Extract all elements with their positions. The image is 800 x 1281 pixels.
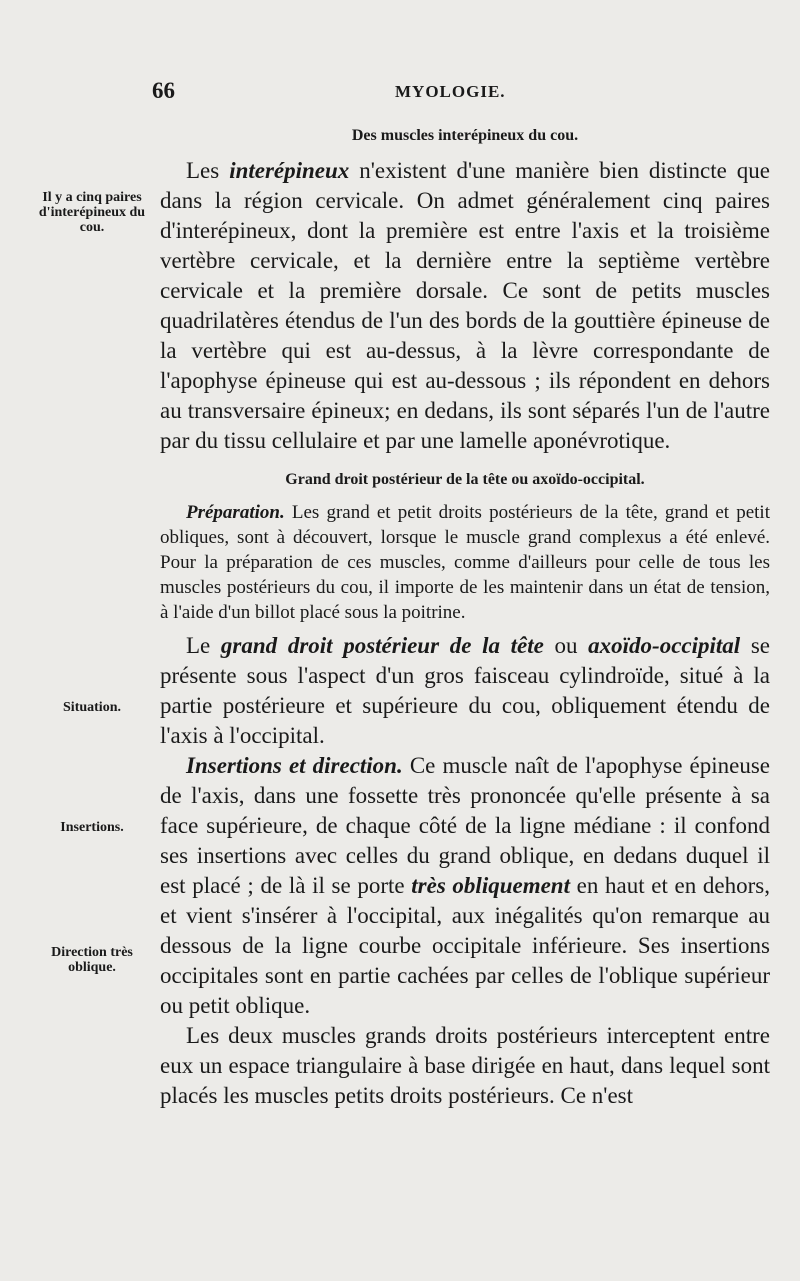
paragraph-preparation [160,500,770,625]
paragraph-situation [160,631,770,751]
paragraph-emphasis: Préparation. [186,502,285,523]
paragraph-text: ou [543,633,589,658]
page-header [0,78,800,108]
paragraph-emphasis: très obliquement [411,873,570,898]
paragraph-text: Ce muscle naît de l'apophyse épineuse de l'axis, dans une fossette très prononcée qu'elle présente à sa face supérieure, de chaque côté de la ligne médiane : il confond ses insertions avec celles du grand oblique, en dedans duquel il est placé ; de là il se porte [160,753,771,898]
paragraph-text: en haut et en dehors, et vient s'insérer à l'occipital, aux inégalités qu'on remarque au dessous de la ligne courbe occipitale inférieure. Ses insertions occipitales sont en partie cachées par celles de l'oblique supérieur ou petit oblique. [160,873,770,1018]
paragraph-interepineux [160,156,770,456]
paragraph-espace-triangulaire [160,1021,770,1111]
paragraph-insertions [160,751,770,1021]
paragraph-lead: Le [186,633,221,658]
paragraph-lead: Les [186,158,230,183]
section-heading-grand-droit: Grand droit postérieur de la tête ou axoïdo-occipital. [285,471,645,488]
section-heading-interepineux: Des muscles interépineux du cou. [351,127,579,144]
main-text [160,120,770,1111]
paragraph-text: Les grand et petit droits postérieurs de la tête, grand et petit obliques, sont à découvert, lorsque le muscle grand complexus a été enlevé. Pour la préparation de ces muscles, comme d'ailleurs pour celle de tous les muscles postérieurs du cou, il importe de les maintenir dans un état de tension, à l'aide d'un billot placé sous la poitrine. [160,502,770,623]
paragraph-text: n'existent d'une manière bien distincte que dans la région cervicale. On admet généralement cinq paires d'interépineux, dont la première est entre l'axis et la troisième vertèbre cervicale, et la dernière entre la septième vertèbre cervicale et la première dorsale. Ce sont de petits muscles quadrilatères étendus de l'un des bords de la gouttière épineuse de la vertèbre qui est au-dessus, à la lèvre correspondante de l'apophyse épineuse qui est au-dessous ; ils répondent en dehors au transversaire épineux; en dedans, ils sont séparés l'un de l'autre par du tissu cellulaire et par une lamelle aponévrotique. [160,158,770,453]
margin-note-cinq-paires: Il y a cinq paires d'interépineux du cou. [38,190,146,235]
paragraph-emphasis: axoïdo-occipital [588,633,741,658]
paragraph-emphasis: grand droit postérieur de la tête [220,633,544,658]
paragraph-text: Les deux muscles grands droits postérieurs interceptent entre eux un espace triangulaire à base dirigée en haut, dans lequel sont placés les muscles petits droits postérieurs. Ce n'est [160,1023,770,1108]
paragraph-emphasis: Insertions et direction. [186,753,403,778]
paragraph-emphasis: interépineux [229,158,350,183]
margin-note-direction: Direction très oblique. [51,945,133,975]
margin-note-insertions: Insertions. [60,820,124,835]
running-head: MYOLOGIE. [395,82,506,101]
paragraph-text: se présente sous l'aspect d'un gros faisceau cylindroïde, situé à la partie postérieure et supérieure du cou, obliquement étendu de l'axis à l'occipital. [160,633,770,748]
page-number: 66 [152,78,175,103]
margin-note-situation: Situation. [63,700,121,715]
